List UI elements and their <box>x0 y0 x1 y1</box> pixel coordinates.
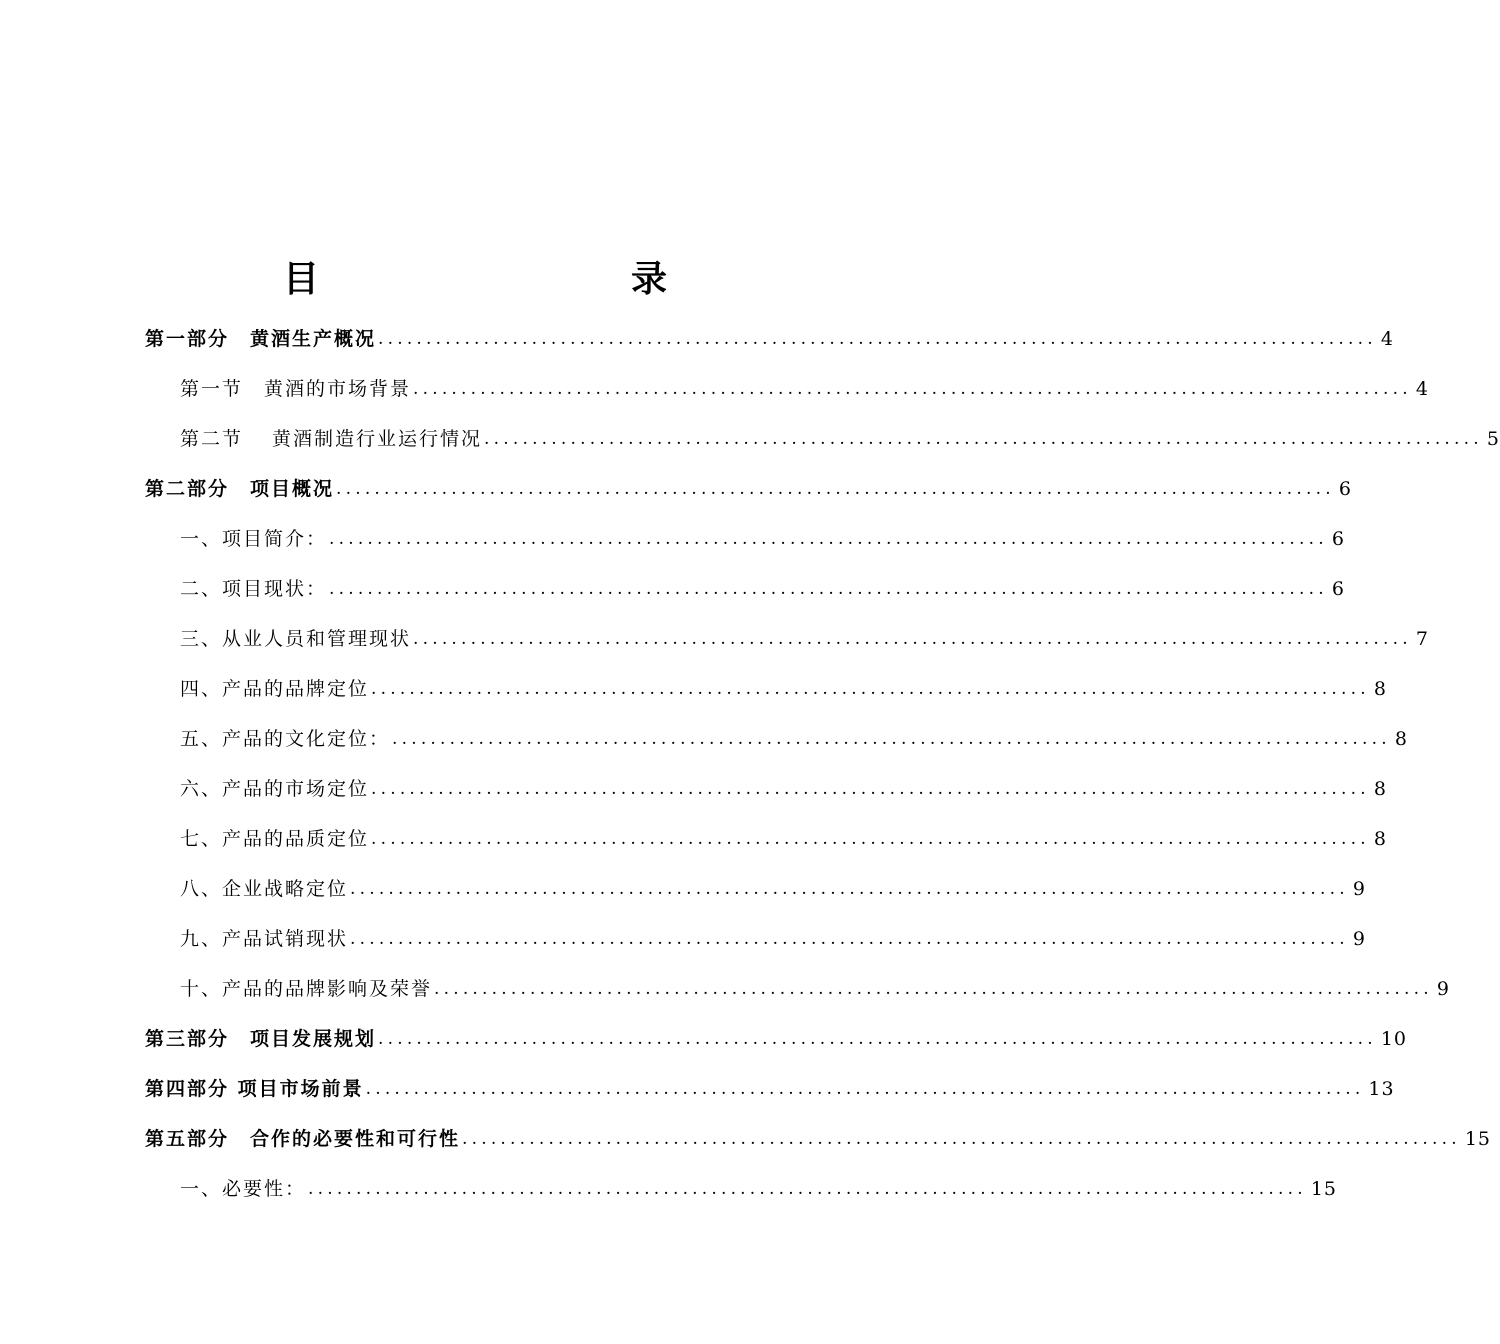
toc-entry-label: 第五部分 合作的必要性和可行性 <box>145 1128 461 1150</box>
toc-entry-page: 9 <box>1352 878 1366 900</box>
toc-entry-page: 10 <box>1380 1028 1407 1050</box>
toc-entry-label: 一、必要性： <box>180 1178 307 1200</box>
toc-entry[interactable] <box>180 364 1429 414</box>
toc-entry-page: 9 <box>1436 978 1450 1000</box>
toc-entry-label: 六、产品的市场定位 <box>180 778 370 800</box>
toc-entry-label: 第一部分 黄酒生产概况 <box>145 328 377 350</box>
toc-entry-label: 第三部分 项目发展规划 <box>145 1028 377 1050</box>
toc-leader-dots: ........................................................................................................ <box>434 979 1433 999</box>
toc-entry-label: 二、项目现状： <box>180 578 328 600</box>
toc-leader-dots: ........................................................................................................ <box>378 1029 1377 1049</box>
toc-leader-dots: ........................................................................................................ <box>484 429 1483 449</box>
toc-leader-dots: ........................................................................................................ <box>378 329 1377 349</box>
toc-leader-dots: ........................................................................................................ <box>350 879 1349 899</box>
toc-leader-dots: ........................................................................................................ <box>350 929 1349 949</box>
toc-entry-label: 第四部分 项目市场前景 <box>145 1078 364 1100</box>
toc-entry[interactable] <box>180 664 1387 714</box>
toc-entry[interactable] <box>145 1114 1491 1164</box>
toc-leader-dots: ........................................................................................................ <box>329 579 1328 599</box>
toc-entry[interactable] <box>145 314 1394 364</box>
toc-entry[interactable] <box>180 1164 1337 1214</box>
toc-entry-label: 一、项目简介： <box>180 528 328 550</box>
toc-entry-label: 九、产品试销现状 <box>180 928 349 950</box>
toc-entry[interactable] <box>180 964 1450 1014</box>
toc-entry[interactable] <box>145 1064 1395 1114</box>
toc-entry[interactable] <box>180 814 1387 864</box>
toc-entry-page: 6 <box>1331 578 1345 600</box>
toc-entry-label: 三、从业人员和管理现状 <box>180 628 412 650</box>
toc-entry[interactable] <box>180 914 1366 964</box>
toc-leader-dots: ........................................................................................................ <box>413 629 1412 649</box>
toc-entry[interactable] <box>180 864 1366 914</box>
toc-entry-page: 5 <box>1486 428 1500 450</box>
toc-leader-dots: ........................................................................................................ <box>371 779 1370 799</box>
toc-entry-page: 15 <box>1464 1128 1491 1150</box>
toc-entry-page: 4 <box>1380 328 1394 350</box>
toc-entry-page: 13 <box>1368 1078 1395 1100</box>
toc-entry-label: 第一节 黄酒的市场背景 <box>180 378 412 400</box>
toc-entry[interactable] <box>145 464 1352 514</box>
toc-entry-page: 6 <box>1331 528 1345 550</box>
toc-entry[interactable] <box>180 414 1500 464</box>
toc-entry-label: 七、产品的品质定位 <box>180 828 370 850</box>
toc-entry-label: 五、产品的文化定位： <box>180 728 391 750</box>
toc-entry-page: 4 <box>1415 378 1429 400</box>
toc-leader-dots: ........................................................................................................ <box>371 679 1370 699</box>
toc-entry-page: 8 <box>1373 678 1387 700</box>
toc-entry[interactable] <box>180 564 1345 614</box>
toc-entry-page: 8 <box>1373 828 1387 850</box>
toc-leader-dots: ........................................................................................................ <box>462 1129 1461 1149</box>
toc-leader-dots: ........................................................................................................ <box>371 829 1370 849</box>
toc-leader-dots: ........................................................................................................ <box>329 529 1328 549</box>
toc-leader-dots: ........................................................................................................ <box>336 479 1335 499</box>
toc-entry[interactable] <box>180 514 1345 564</box>
toc-entry-page: 8 <box>1373 778 1387 800</box>
toc-entry[interactable] <box>145 1014 1407 1064</box>
toc-entry-page: 9 <box>1352 928 1366 950</box>
toc-entry-label: 十、产品的品牌影响及荣誉 <box>180 978 433 1000</box>
toc-leader-dots: ........................................................................................................ <box>365 1079 1365 1099</box>
toc-leader-dots: ........................................................................................................ <box>392 729 1391 749</box>
toc-entry-label: 四、产品的品牌定位 <box>180 678 370 700</box>
toc-entry[interactable] <box>180 714 1408 764</box>
toc-entry-page: 8 <box>1394 728 1408 750</box>
toc-entry-label: 八、企业战略定位 <box>180 878 349 900</box>
toc-entry-label: 第二节 黄酒制造行业运行情况 <box>180 428 483 450</box>
toc-entry-page: 6 <box>1338 478 1352 500</box>
toc-entry[interactable] <box>180 614 1429 664</box>
toc-entry[interactable] <box>180 764 1387 814</box>
toc-entry-page: 15 <box>1310 1178 1337 1200</box>
page-title: 目 录 <box>282 259 747 301</box>
toc-entry-label: 第二部分 项目概况 <box>145 478 335 500</box>
toc-leader-dots: ........................................................................................................ <box>308 1179 1307 1199</box>
toc-entry-page: 7 <box>1415 628 1429 650</box>
toc-leader-dots: ........................................................................................................ <box>413 379 1412 399</box>
